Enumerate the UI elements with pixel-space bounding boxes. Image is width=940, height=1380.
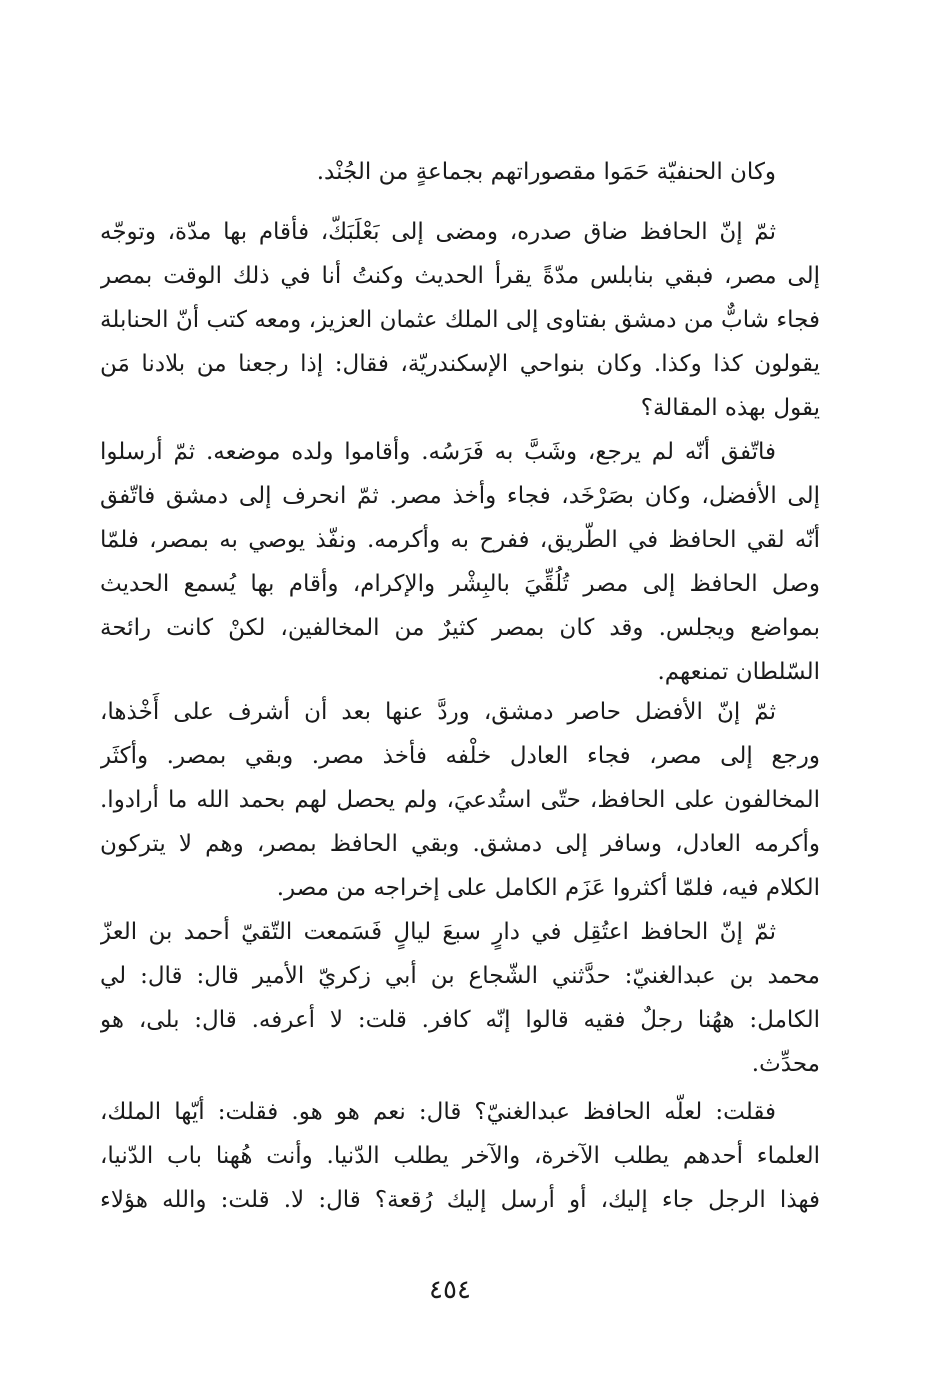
text-line: فجاء شابٌّ من دمشق بفتاوى إلى الملك عثمان العزيز، ومعه كتب أنّ الحنابلة xyxy=(100,307,820,333)
text-line: ثمّ إنّ الحافظ ضاق صدره، ومضى إلى بَعْلَبَكّ، فأقام بها مدّة، وتوجّه xyxy=(100,219,776,245)
text-line: أنّه لقي الحافظ في الطّريق، ففرح به وأكرمه. ونفّذ يوصي به بمصر، فلمّا xyxy=(100,527,820,553)
text-line: فاتّفق أنّه لم يرجع، وشَبَّ به فَرَسُه. وأقاموا ولده موضعه. ثمّ أرسلوا xyxy=(100,439,776,465)
paragraph-4 xyxy=(100,690,820,910)
text-line: يقول بهذه المقالة؟ xyxy=(640,395,820,421)
page-number: ٤٥٤ xyxy=(429,1275,471,1305)
text-line: إلى مصر، فبقي بنابلس مدّةً يقرأ الحديث وكنتُ أنا في ذلك الوقت بمصر xyxy=(100,263,820,289)
paragraph-5 xyxy=(100,910,820,1086)
text-line: ورجع إلى مصر، فجاء العادل خلْفه فأخذ مصر. وبقي بمصر. وأكثَر xyxy=(100,743,820,769)
text-line: المخالفون على الحافظ، حتّى استُدعيَ، ولم يحصل لهم بحمد الله ما أرادوا. xyxy=(100,787,820,813)
text-line: إلى الأفضل، وكان بصَرْخَد، فجاء وأخذ مصر. ثمّ انحرف إلى دمشق فاتّفق xyxy=(100,483,820,509)
text-line: الكامل: ههُنا رجلٌ فقيه قالوا إنّه كافر. قلت: لا أعرفه. قال: بلى، هو xyxy=(100,1007,820,1033)
text-line: ثمّ إنّ الأفضل حاصر دمشق، وردَّ عنها بعد أن أشرف على أَخْذها، xyxy=(100,699,776,725)
text-line: يقولون كذا وكذا. وكان بنواحي الإسكندريّة، فقال: إذا رجعنا من بلادنا مَن xyxy=(100,351,820,377)
text-line: فقلت: لعلّه الحافظ عبدالغنيّ؟ قال: نعم هو هو. فقلت: أيّها الملك، xyxy=(100,1099,776,1125)
text-line: وصل الحافظ إلى مصر تُلُقِّيَ بالبِشْر والإكرام، وأقام بها يُسمع الحديث xyxy=(100,571,820,597)
paragraph-2 xyxy=(100,210,820,430)
text-line: محدِّث. xyxy=(751,1051,820,1077)
text-line: وكان الحنفيّة حَمَوا مقصوراتهم بجماعةٍ من الجُنْد. xyxy=(316,159,776,185)
text-line: وأكرمه العادل، وسافر إلى دمشق. وبقي الحافظ بمصر، وهم لا يتركون xyxy=(100,831,820,857)
text-line: السّلطان تمنعهم. xyxy=(657,659,820,685)
paragraph-3 xyxy=(100,430,820,694)
paragraph-6 xyxy=(100,1090,820,1222)
text-line: الكلام فيه، فلمّا أكثروا عَزَم الكامل على إخراجه من مصر. xyxy=(276,875,820,901)
text-line: ثمّ إنّ الحافظ اعتُقِل في دارٍ سبعَ ليالٍ فَسَمعت التّقيّ أحمد بن العزّ xyxy=(100,919,776,945)
text-line: محمد بن عبدالغنيّ: حدَّثني الشّجاع بن أبي زكريّ الأمير قال: قال: لي xyxy=(100,963,820,989)
paragraph-1 xyxy=(100,150,820,194)
text-line: العلماء أحدهم يطلب الآخرة، والآخر يطلب الدّنيا. وأنت هُهنا باب الدّنيا، xyxy=(100,1143,820,1169)
text-line: بمواضع ويجلس. وقد كان بمصر كثيرٌ من المخالفين، لكنْ كانت رائحة xyxy=(100,615,820,641)
text-line: فهذا الرجل جاء إليك، أو أرسل إليك رُقعة؟ قال: لا. قلت: والله هؤلاء xyxy=(100,1187,820,1213)
